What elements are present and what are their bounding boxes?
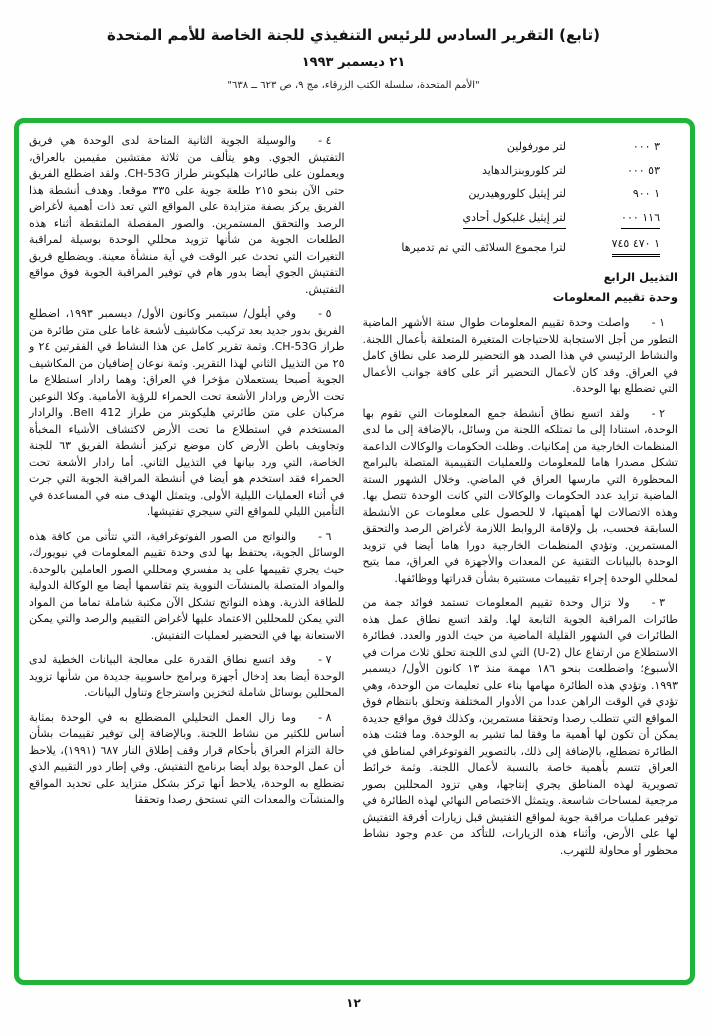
doc-date: ٢١ ديسمبر ١٩٩٣ [301,55,406,70]
paragraph-7 [29,652,345,702]
paragraph-text: وما زال العمل التحليلي المضطلع به في الوحدة بمثابة أساس للكثير من نشاط اللجنة. وبالإضافة إلى توفير تقييمات بشأن حالة التزام العراق بأحكام قرار وقف إطلاق النار ٦٨٧ (١٩٩١)، يلاحظ أن عمل الوحدة يولد أيضا برنامج التفتيش. وفي إطار دور التقييم الذي تضطلع به الوحدة، يلاحظ أنها تركز بشكل متزايد على تحديد المواقع والمنشآت والمعدات التي تستحق رصدا وتحققا [29,710,345,806]
document-header [0,0,707,91]
page-number: ١٢ [346,996,361,1010]
paragraph-5 [29,306,345,521]
table-row [365,186,679,203]
paragraph-text: والوسيلة الجوية الثانية المتاحة لدى الوحدة هي فريق التفتيش الجوي. وهو يتألف من ثلاثة مفتشين مقيمين بالعراق، ويعملون على طائرات هليكوبتر طراز CH-53G. ولقد اضطلع الفريق حتى الآن بنحو ٢١٥ طلعة جوية على ٣٣٥ موقعا. وهدف أنشطة هذا الفريق يركز بصفة متزايدة على المواقع التي تعد ذات أهمية لأغراض الرصد والتحقق المستمرين. والصور المفصلة الملتقطة أثناء هذه الطلعات الجوية من شأنها تزويد محللي الوحدة بوسيلة لمراقبة التغيرات التي تحدث عبر الوقت في أية منشأة معينة. ويضطلع فريق التفتيش الجوي أيضا بدور هام في توفير المراقبة الجوية فوق مواقع التفتيش. [29,134,345,296]
paragraph-number: ٤ - [318,134,332,147]
precursors-table [363,139,679,257]
precursor-label: لتر إيثيل غليكول أحادي [365,210,567,230]
table-row [365,210,679,230]
precursor-label: لتر كلوروبنزالدهايد [481,163,566,177]
column-right [363,133,679,970]
paragraph-text: والنواتج من الصور الفوتوغرافية، التي تتأتى من كافة هذه الوسائل الجوية، يحتفظ بها لدى وحدة تقييم المعلومات في نيويورك، حيث يجري تقييمها على يد مفسري ومحللي الصور العاملين بالوحدة. والمواد المتصلة بالمنشآت النووية يتم تقاسمها أيضا مع الوكالة الدولية للطاقة الذرية. وهذه النواتج تشكل الآن مكتبة شاملة تماما من المواد التي يمكن للمحللين الاعتماد عليها لأغراض التقييم والرصد والتي يمكن الاستعانة بها في التحضير لعمليات التفتيش. [29,529,345,642]
precursor-value: ١١٦ ٠٠٠ [582,210,660,230]
doc-title: (تابع) التقرير السادس للرئيس التنفيذي للجنة الخاصة للأمم المتحدة [106,26,601,44]
paragraph-number: ٦ - [318,529,332,543]
doc-source-line: "الأمم المتحدة، سلسلة الكتب الزرقاء، مج ٩، ص ٦٢٣ ــ ٦٣٨" [227,80,480,91]
paragraph-8 [29,710,345,809]
paragraph-4 [29,133,345,298]
paragraph-number: ٨ - [318,710,332,724]
paragraph-number: ٥ - [318,307,332,320]
paragraph-text: ولا تزال وحدة تقييم المعلومات تستمد فوائد جمة من طائرات المراقبة الجوية التابعة لها. ولقد اتسع نطاق عمل هذه الطائرات في الشهور القليلة الماضية من حيث الدور والعدد. فطائرة الاستطلاع من ارتفاع عال (U-2) التي لدى اللجنة تحلق ثلاث مرات في الأسبوع؛ واضطلعت بنحو ١٨٦ مهمة منذ ١٣ كانون الأول/ ديسمبر ١٩٩٣. وتؤدي هذه الطائرة مهامها بناء على تعليمات من الوحدة، وهي تؤدي في الوقت الراهن عددا من الأدوار المختلفة وتحلق بانتظام فوق المواقع التي تتطلب رصدا وتحققا مستمرين، وكذلك فوق مواقع جديدة يمكن أن تكون لها أهمية ما وفقا لما تشير به الوحدة. وما فتئت هذه الطائرة تضطلع، بالإضافة إلى ذلك، بالتصوير الفوتوغرافي لمناطق في العراق تتسم بأهمية خاصة بالنسبة لأعمال اللجنة. وثمة خرائط تصويرية لهذه المناطق يجري إنتاجها، وهي تزود المحللين بصور مرجعية لمساحات شاسعة. ويتمثل الاختصاص النهائي لهذه الطائرة في توفير عمليات مراقبة جوية لمواقع التفتيش قبل زيارات أفرقة التفتيش لها على الأرض، وأثناء هذه الزيارات، للتأكد من عدم وجود نشاط محظور أو محاولة للتهرب. [362,596,678,857]
precursor-value: ١ ٩٠٠ [632,187,660,200]
paragraph-number: ٢ - [651,406,665,420]
paragraph-2 [363,406,679,588]
paragraph-text: واصلت وحدة تقييم المعلومات طوال ستة الأشهر الماضية التطور من أجل الاستجابة للاحتياجات المتغيرة المتعلقة بأعمال اللجنة. والنشاط الرئيسي في هذا الصدد هو التحضير للرصد على نطاق كامل في العراق. وقد كان لأعمال التحضير أثر على كافة جوانب الأعمال التي تضطلع بها الوحدة. [362,316,678,395]
table-row [365,139,679,156]
precursor-label: لتر مورفولين [506,140,566,153]
precursor-value: ٣ ٠٠٠ [632,140,660,153]
table-total-row [365,236,679,257]
paragraph-text: ولقد اتسع نطاق أنشطة جمع المعلومات التي تقوم بها الوحدة، استنادا إلى ما تمتلكه اللجنة من وسائل، بالإضافة إلى ما لدى المنظمات الخارجية من إمكانيات. وظلت الحكومات والوكالات الداعمة تشكل مصدرا هاما للمعلومات وللعمليات التقييمية المتصلة بالبرامج المحظورة التي مارسها العراق في الماضي. وخلال الشهور الستة الماضية تزايد عدد الحكومات والوكالات التي كانت الوحدة تتصل بها. وهذه الاتصالات لها أهميتها، لا للحصول على معلومات عن الأنشطة السابقة فحسب، بل ولإقامة الروابط اللازمة لأغراض الرصد والتحقق المستمرين. وتؤدي المنظمات الخارجية دورا هاما أيضا في تزويد الوحدة بالبيانات التقنية عن المعدات والأجهزة في العراق، مما يتيح لمحللي الوحدة إجراء تقييمات مستنيرة بشأن قدراتها ووظائفها. [362,406,678,585]
paragraph-6 [29,529,345,645]
paragraph-text: وقد اتسع نطاق القدرة على معالجة البيانات الخطية لدى الوحدة أيضا بعد إدخال أجهزة وبرامج حاسوبية جديدة من شأنها تزويد المحللين بوسائل شاملة لتخزين واسترجاع وتناول البيانات. [29,653,345,699]
paragraph-number: ١ - [651,316,665,329]
paragraph-1 [363,315,679,398]
precursor-value: ٥٣ ٠٠٠ [626,163,660,177]
precursor-total-value: ١ ٤٧٠ ٧٤٥ [582,236,660,257]
column-left [29,133,345,970]
paragraph-number: ٧ - [318,653,332,666]
appendix-heading: التذييل الرابع [603,269,678,284]
paragraph-number: ٣ - [651,596,665,609]
content-frame [14,118,695,985]
paragraph-3 [363,595,679,859]
precursor-total-label: لترا مجموع السلائف التي تم تدميرها [401,241,566,254]
unit-heading: وحدة تقييم المعلومات [552,289,678,304]
precursor-label: لتر إيثيل كلوروهيدرين [468,187,566,200]
paragraph-text: وفي أيلول/ سبتمبر وكانون الأول/ ديسمبر ١٩٩٣، اضطلع الفريق بدور جديد بعد تركيب مكاشيف لأشعة غاما على متن طائرة من طراز CH-53G. وثمة تقرير كامل عن هذا النشاط في الفقرتين ٢٤ و ٢٥ من التذييل الثاني لهذا التقرير. وثمة نوعان إضافيان من المكاشيف الجوية أصبحا يستعملان مؤخرا في العراق: وهما رادار استطلاع ما تحت الأرض ورادار الأشعة تحت الحمراء للرؤية الأمامية. وكلا النوعين مركبان على متن طائرتي هليكوبتر من طراز Bell 412. والرادار المستخدم في استطلاع ما تحت الأرض لاكتشاف الأشياء المخبأة وتجاويف باطن الأرض كان موضع تركيز أنشطة الفريق ٦٣ للجنة الخاصة، التي ورد بيانها في التذييل الثاني. أما رادار الأشعة تحت الحمراء فقد استخدم هو أيضا في أنشطة المراقبة الجوية التي جرت في أثناء العمليات الليلية الأولى. ويتمثل الهدف منه في المساعدة في التأمين الليلي للمواقع التي سيجري تفتيشها. [29,307,345,518]
table-row [365,163,679,180]
